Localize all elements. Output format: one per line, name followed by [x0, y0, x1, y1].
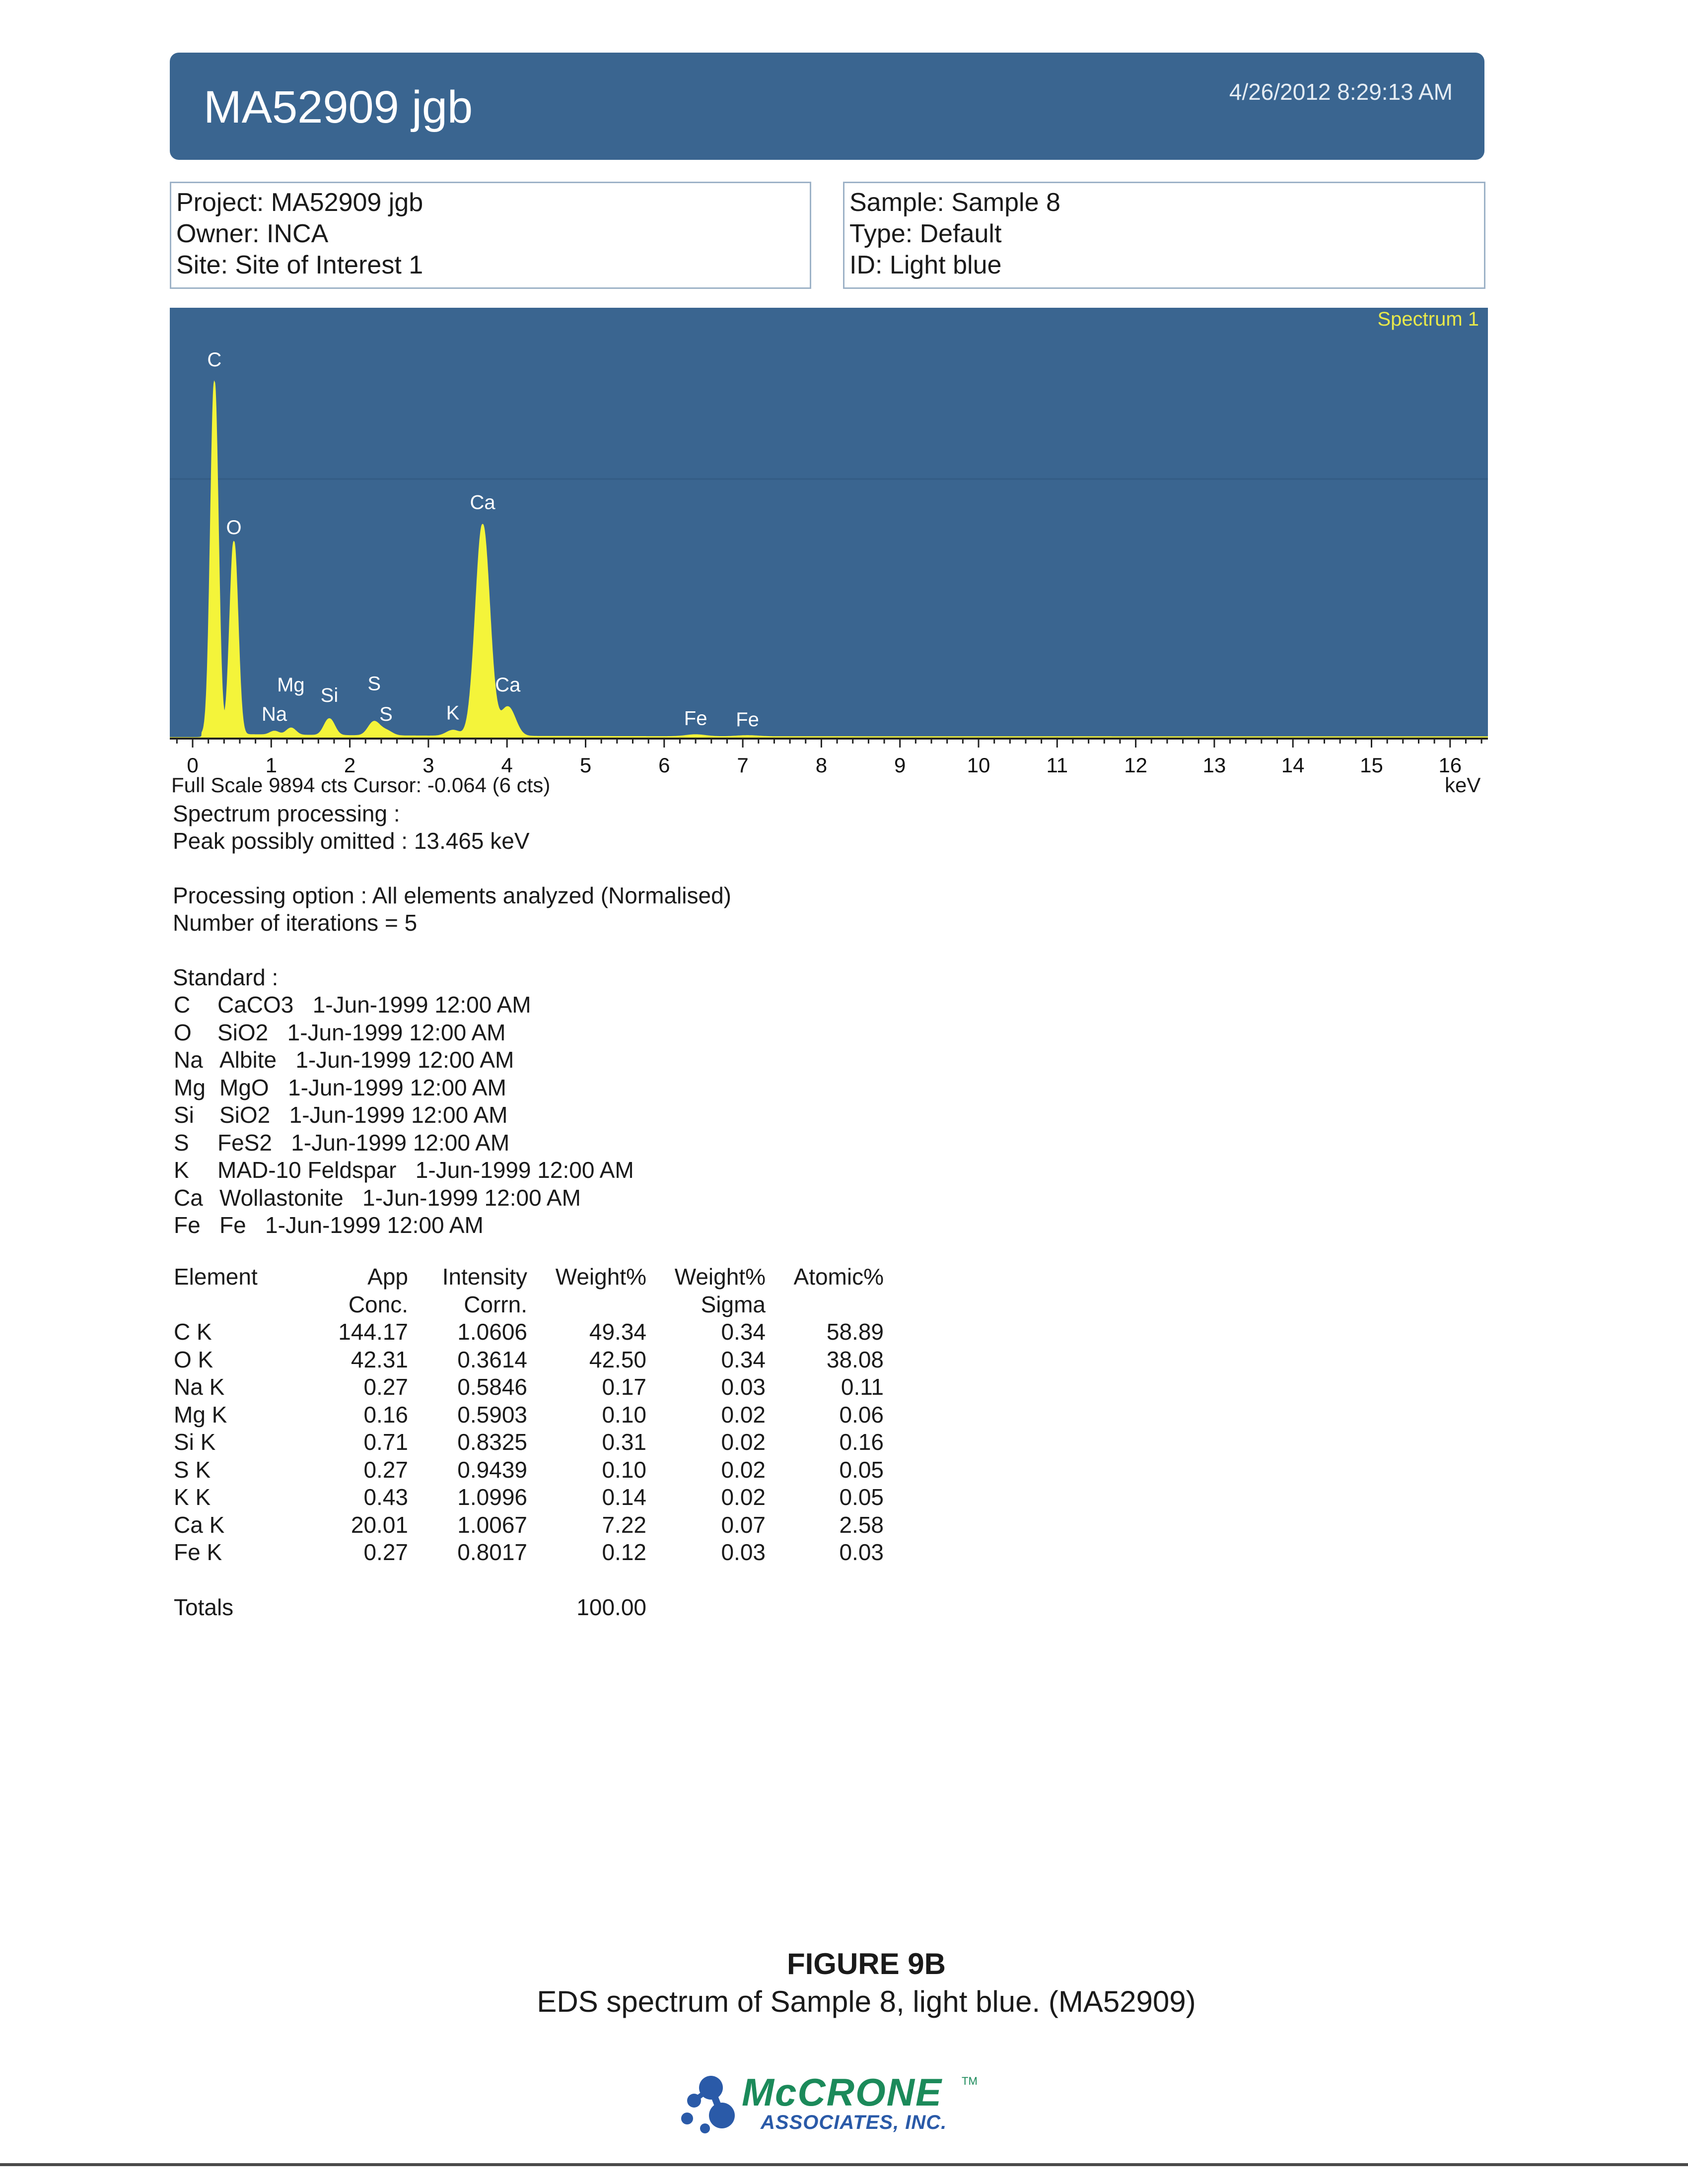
results-subheader-cell: Conc. [348, 1291, 408, 1317]
results-header-cell: Atomic% [793, 1264, 884, 1290]
logo-name: McCRONE [742, 2070, 943, 2114]
results-value-cell: 0.03 [721, 1374, 766, 1400]
results-value-cell: 0.02 [721, 1429, 766, 1455]
standard-row [174, 1129, 634, 1157]
x-tick-label: 11 [1046, 753, 1068, 777]
results-value-cell: 0.16 [363, 1401, 408, 1428]
peak-label: Mg [277, 674, 305, 696]
x-tick-label: 14 [1281, 753, 1305, 777]
standard-text: MAD-10 Feldspar 1-Jun-1999 12:00 AM [217, 1157, 634, 1183]
results-subheader-cell: Corrn. [464, 1291, 527, 1317]
report-header-bar [170, 53, 1484, 160]
standard-row [174, 991, 634, 1019]
results-element-cell: K K [174, 1484, 211, 1510]
x-tick-label: 6 [658, 753, 670, 777]
x-tick-label: 7 [737, 753, 749, 777]
x-tick-label: 5 [579, 753, 592, 777]
site-line: Site: Site of Interest 1 [176, 251, 423, 279]
results-value-cell: 0.8325 [457, 1429, 527, 1455]
standard-element: Mg [174, 1074, 206, 1100]
results-value-cell: 0.17 [602, 1374, 646, 1400]
report-datetime: 4/26/2012 8:29:13 AM [1229, 79, 1453, 105]
standard-row [174, 1046, 634, 1074]
results-value-cell: 0.71 [363, 1429, 408, 1455]
fullscale-readout: Full Scale 9894 cts Cursor: -0.064 (6 cts) [171, 773, 551, 797]
peak-label: K [446, 702, 460, 724]
results-value-cell: 49.34 [589, 1319, 646, 1345]
standard-element: Ca [174, 1184, 203, 1211]
results-element-cell: Mg K [174, 1401, 227, 1428]
standard-row [174, 1157, 634, 1184]
x-tick-label: 4 [501, 753, 513, 777]
results-value-cell: 0.02 [721, 1401, 766, 1428]
results-subheader-cell: Sigma [701, 1291, 766, 1317]
x-tick-label: 3 [422, 753, 434, 777]
logo-subtitle: ASSOCIATES, INC. [761, 2112, 947, 2133]
logo-trademark: TM [962, 2075, 978, 2087]
x-tick-label: 2 [344, 753, 356, 777]
results-row [174, 1401, 918, 1429]
peak-label: O [226, 517, 242, 539]
x-tick-label: 16 [1438, 753, 1462, 777]
standard-element: O [174, 1019, 192, 1045]
results-value-cell: 0.43 [363, 1484, 408, 1510]
results-row [174, 1373, 918, 1401]
results-header-row [174, 1263, 918, 1291]
results-value-cell: 42.31 [351, 1346, 408, 1372]
figure-title: FIGURE 9B [786, 1947, 946, 1980]
x-tick-label: 13 [1202, 753, 1226, 777]
standard-element: S [174, 1129, 189, 1156]
standard-text: SiO2 1-Jun-1999 12:00 AM [219, 1102, 508, 1128]
x-tick-label: 10 [967, 753, 990, 777]
results-value-cell: 0.10 [602, 1401, 646, 1428]
results-value-cell: 20.01 [351, 1511, 408, 1538]
project-info-box [170, 182, 811, 289]
results-value-cell: 0.05 [839, 1484, 884, 1510]
results-value-cell: 0.27 [363, 1456, 408, 1483]
results-value-cell: 0.03 [721, 1539, 766, 1565]
standard-element: Fe [174, 1212, 201, 1238]
results-value-cell: 0.31 [602, 1429, 646, 1455]
results-value-cell: 1.0067 [457, 1511, 527, 1538]
results-value-cell: 1.0606 [457, 1319, 527, 1345]
peak-label: Fe [736, 709, 759, 731]
results-value-cell: 0.3614 [457, 1346, 527, 1372]
results-value-cell: 0.5903 [457, 1401, 527, 1428]
eds-spectrum-chart [170, 308, 1488, 799]
results-header-cell: Weight% [555, 1264, 646, 1290]
standards-heading: Standard : [173, 964, 279, 990]
peak-label: S [379, 703, 393, 726]
results-header-cell: Weight% [674, 1264, 766, 1290]
results-value-cell: 0.8017 [457, 1539, 527, 1565]
results-element-cell: Si K [174, 1429, 216, 1455]
peak-label: Fe [684, 707, 707, 730]
results-value-cell: 0.02 [721, 1484, 766, 1510]
scan-edge-line [0, 2163, 1688, 2166]
standard-element: Na [174, 1047, 203, 1073]
results-element-cell: Na K [174, 1374, 225, 1400]
results-value-cell: 0.16 [839, 1429, 884, 1455]
results-value-cell: 0.03 [839, 1539, 884, 1565]
results-value-cell: 0.06 [839, 1401, 884, 1428]
results-value-cell: 0.07 [721, 1511, 766, 1538]
x-tick-label: 8 [815, 753, 828, 777]
spectrum-svg [170, 308, 1488, 799]
standard-text: Fe 1-Jun-1999 12:00 AM [219, 1212, 484, 1238]
results-value-cell: 0.11 [841, 1374, 884, 1400]
standard-text: FeS2 1-Jun-1999 12:00 AM [217, 1129, 510, 1156]
results-value-cell: 0.27 [363, 1539, 408, 1565]
results-element-cell: O K [174, 1346, 213, 1372]
results-value-cell: 0.5846 [457, 1374, 527, 1400]
standard-text: Albite 1-Jun-1999 12:00 AM [219, 1047, 514, 1073]
standard-element: Si [174, 1102, 194, 1128]
spectrum-title: Spectrum 1 [1377, 308, 1479, 330]
processing-option-line: Processing option : All elements analyzed (Normalised) [173, 883, 731, 908]
standard-row [174, 1019, 634, 1047]
results-row [174, 1429, 918, 1456]
results-value-cell: 7.22 [602, 1511, 646, 1538]
results-value-cell: 144.17 [338, 1319, 408, 1345]
results-spacer [174, 1567, 918, 1594]
owner-line: Owner: INCA [176, 219, 329, 248]
results-value-cell: 2.58 [839, 1511, 884, 1538]
iterations-line: Number of iterations = 5 [173, 910, 418, 936]
results-row [174, 1484, 918, 1511]
results-row [174, 1511, 918, 1539]
peak-label: S [367, 673, 381, 695]
peak-label: C [207, 349, 222, 371]
sample-line: Sample: Sample 8 [849, 188, 1060, 217]
results-value-cell: 0.05 [839, 1456, 884, 1483]
figure-caption: EDS spectrum of Sample 8, light blue. (MA52909) [537, 1985, 1196, 2018]
results-row [174, 1539, 918, 1567]
standards-list [174, 991, 634, 1239]
x-tick-label: 9 [894, 753, 906, 777]
standard-row [174, 1184, 634, 1212]
results-value-cell: 0.9439 [457, 1456, 527, 1483]
totals-value: 100.00 [576, 1594, 646, 1620]
standard-row [174, 1101, 634, 1129]
project-line: Project: MA52909 jgb [176, 188, 423, 217]
results-row [174, 1318, 918, 1346]
mccrone-logo [676, 2070, 984, 2139]
peak-omitted-line: Peak possibly omitted : 13.465 keV [173, 828, 530, 854]
x-tick-label: 12 [1124, 753, 1147, 777]
standard-text: SiO2 1-Jun-1999 12:00 AM [217, 1019, 506, 1045]
standard-element: K [174, 1157, 189, 1183]
spectrum-processing-line: Spectrum processing : [173, 801, 400, 826]
peak-label: Ca [470, 491, 495, 514]
results-totals-row [174, 1594, 918, 1622]
standard-text: Wollastonite 1-Jun-1999 12:00 AM [219, 1184, 581, 1211]
results-element-cell: S K [174, 1456, 211, 1483]
standard-row [174, 1212, 634, 1239]
peak-label: Ca [495, 674, 521, 696]
results-value-cell: 0.14 [602, 1484, 646, 1510]
id-line: ID: Light blue [849, 251, 1002, 279]
results-value-cell: 0.34 [721, 1319, 766, 1345]
logo-molecule-icon [676, 2070, 741, 2134]
results-header-cell: App [367, 1264, 408, 1290]
results-value-cell: 0.02 [721, 1456, 766, 1483]
x-tick-label: 0 [187, 753, 199, 777]
totals-label: Totals [174, 1594, 234, 1620]
results-element-cell: Fe K [174, 1539, 222, 1565]
standard-text: CaCO3 1-Jun-1999 12:00 AM [217, 992, 531, 1018]
results-value-cell: 0.34 [721, 1346, 766, 1372]
results-value-cell: 38.08 [826, 1346, 884, 1372]
results-row [174, 1346, 918, 1374]
results-value-cell: 58.89 [826, 1319, 884, 1345]
results-element-cell: Ca K [174, 1511, 225, 1538]
results-value-cell: 1.0996 [457, 1484, 527, 1510]
x-tick-label: 1 [265, 753, 277, 777]
peak-label: Si [320, 684, 339, 707]
results-value-cell: 0.27 [363, 1374, 408, 1400]
results-value-cell: 0.12 [602, 1539, 646, 1565]
results-value-cell: 42.50 [589, 1346, 646, 1372]
standard-text: MgO 1-Jun-1999 12:00 AM [219, 1074, 506, 1100]
standard-row [174, 1074, 634, 1102]
type-line: Type: Default [849, 219, 1002, 248]
sample-info-box [843, 182, 1485, 289]
x-tick-label: 15 [1360, 753, 1383, 777]
results-subheader-row [174, 1291, 918, 1319]
results-value-cell: 0.10 [602, 1456, 646, 1483]
peak-label: Na [262, 703, 287, 726]
results-element-cell: C K [174, 1319, 212, 1345]
results-table [174, 1263, 918, 1622]
standard-element: C [174, 992, 191, 1018]
results-header-cell: Intensity [442, 1264, 527, 1290]
report-title: MA52909 jgb [204, 82, 473, 133]
kev-unit-label: keV [1445, 773, 1481, 797]
results-row [174, 1456, 918, 1484]
results-header-cell: Element [174, 1264, 258, 1290]
